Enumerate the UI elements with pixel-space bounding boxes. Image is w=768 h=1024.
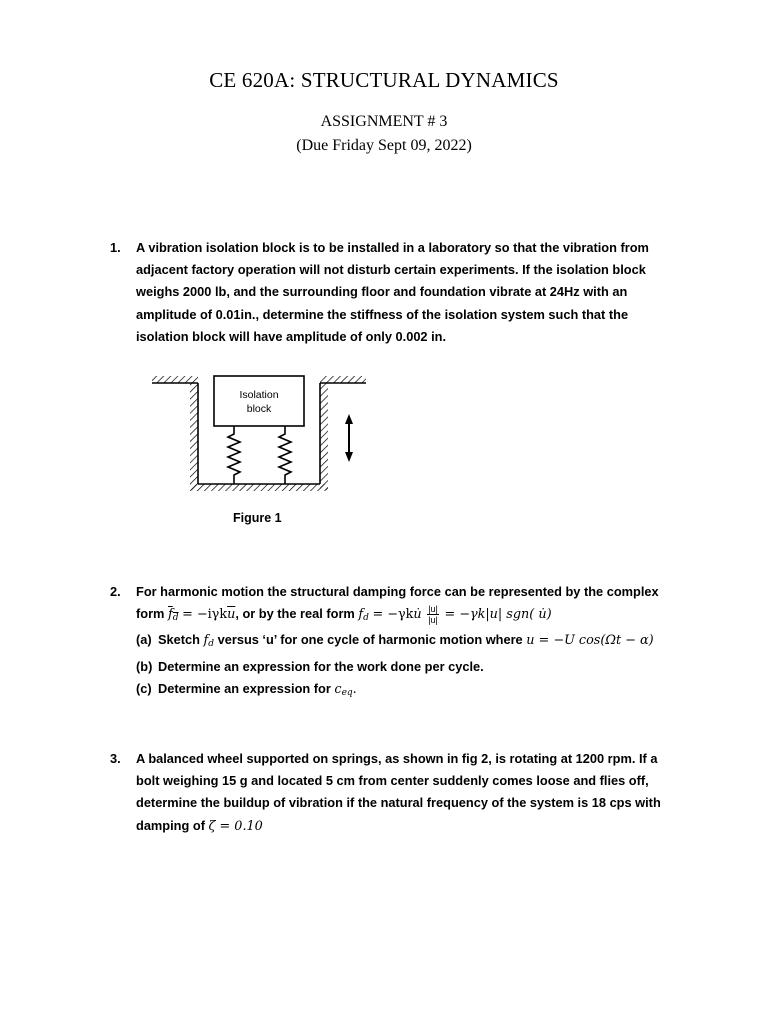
text-line: bolt weighing 15 g and located 5 cm from center suddenly comes loose and flies off,	[136, 773, 649, 789]
math-real-lhs: = −γku̇	[372, 607, 422, 623]
math-complex-rhs: = $-i\gamma k\overline{u}$	[182, 607, 236, 623]
pit-wall-left	[190, 383, 198, 490]
math-f-d: $f_d$	[358, 607, 369, 624]
isolation-block	[214, 376, 304, 426]
ground-hatch-right	[320, 376, 366, 383]
part-b: (b) Determine an expression for the work done per cycle.	[136, 658, 484, 674]
isolation-block-figure	[148, 370, 372, 504]
text-line: determine the buildup of vibration if the natural frequency of the system is 18 cps with	[136, 795, 661, 811]
due-date: (Due Friday Sept 09, 2022)	[296, 137, 472, 154]
assignment-label: ASSIGNMENT # 3	[320, 113, 448, 130]
spring-left	[228, 426, 240, 484]
question-number: 3.	[110, 751, 121, 766]
question-3	[110, 748, 670, 838]
part-a: (a) Sketch $f_d$ versus ‘u’ for one cycle of harmonic motion where u = −U cos(Ωt − α)	[136, 632, 654, 650]
question-number: 2.	[110, 584, 121, 599]
block-label-line1: Isolation	[239, 389, 279, 401]
damping-forms-line	[136, 603, 670, 629]
block-label-line2: block	[246, 403, 272, 415]
figure-caption: Figure 1	[233, 511, 282, 525]
pit-wall-right	[320, 383, 328, 490]
vibration-arrow-icon	[345, 414, 353, 462]
text-line: weighs 2000 lb, and the surrounding floor and foundation vibrate at 24Hz with an	[136, 284, 628, 300]
text-line: adjacent factory operation will not disturb certain experiments. If the isolation block	[136, 262, 646, 278]
question-body	[136, 748, 670, 838]
spring-right	[279, 426, 291, 484]
math-f-bar: $f_d$	[168, 607, 179, 624]
math-real-rhs: = −γk|u| sgn( u̇)	[444, 607, 552, 623]
pit-floor-hatch	[190, 484, 328, 491]
part-c: (c) Determine an expression for $c_{eq}$.	[136, 680, 357, 698]
math-damping-ratio: ζ = 0.10	[208, 818, 263, 834]
question-body	[136, 237, 670, 348]
question-1	[110, 237, 670, 348]
text-line: A balanced wheel supported on springs, as shown in fig 2, is rotating at 1200 rpm. If a	[136, 751, 658, 766]
ground-hatch-left	[152, 376, 198, 383]
math-fraction: $\frac{|u|}{|u|}$	[428, 604, 438, 626]
question-2	[110, 581, 670, 704]
text-line: For harmonic motion the structural damping force can be represented by the complex	[136, 584, 659, 599]
text-line: amplitude of 0.01in., determine the stiffness of the isolation system such that the	[136, 306, 629, 322]
text-fragment: form	[136, 606, 165, 622]
text-line: damping of ζ = 0.10	[136, 817, 263, 834]
text-line: isolation block will have amplitude of only 0.002 in.	[136, 328, 447, 344]
question-number: 1.	[110, 240, 121, 255]
text-line: A vibration isolation block is to be installed in a laboratory so that the vibration from	[136, 240, 649, 255]
question-body	[136, 581, 670, 704]
page-title: CE 620A: STRUCTURAL DYNAMICS	[209, 68, 559, 92]
text-fragment: , or by the real form	[235, 606, 355, 622]
